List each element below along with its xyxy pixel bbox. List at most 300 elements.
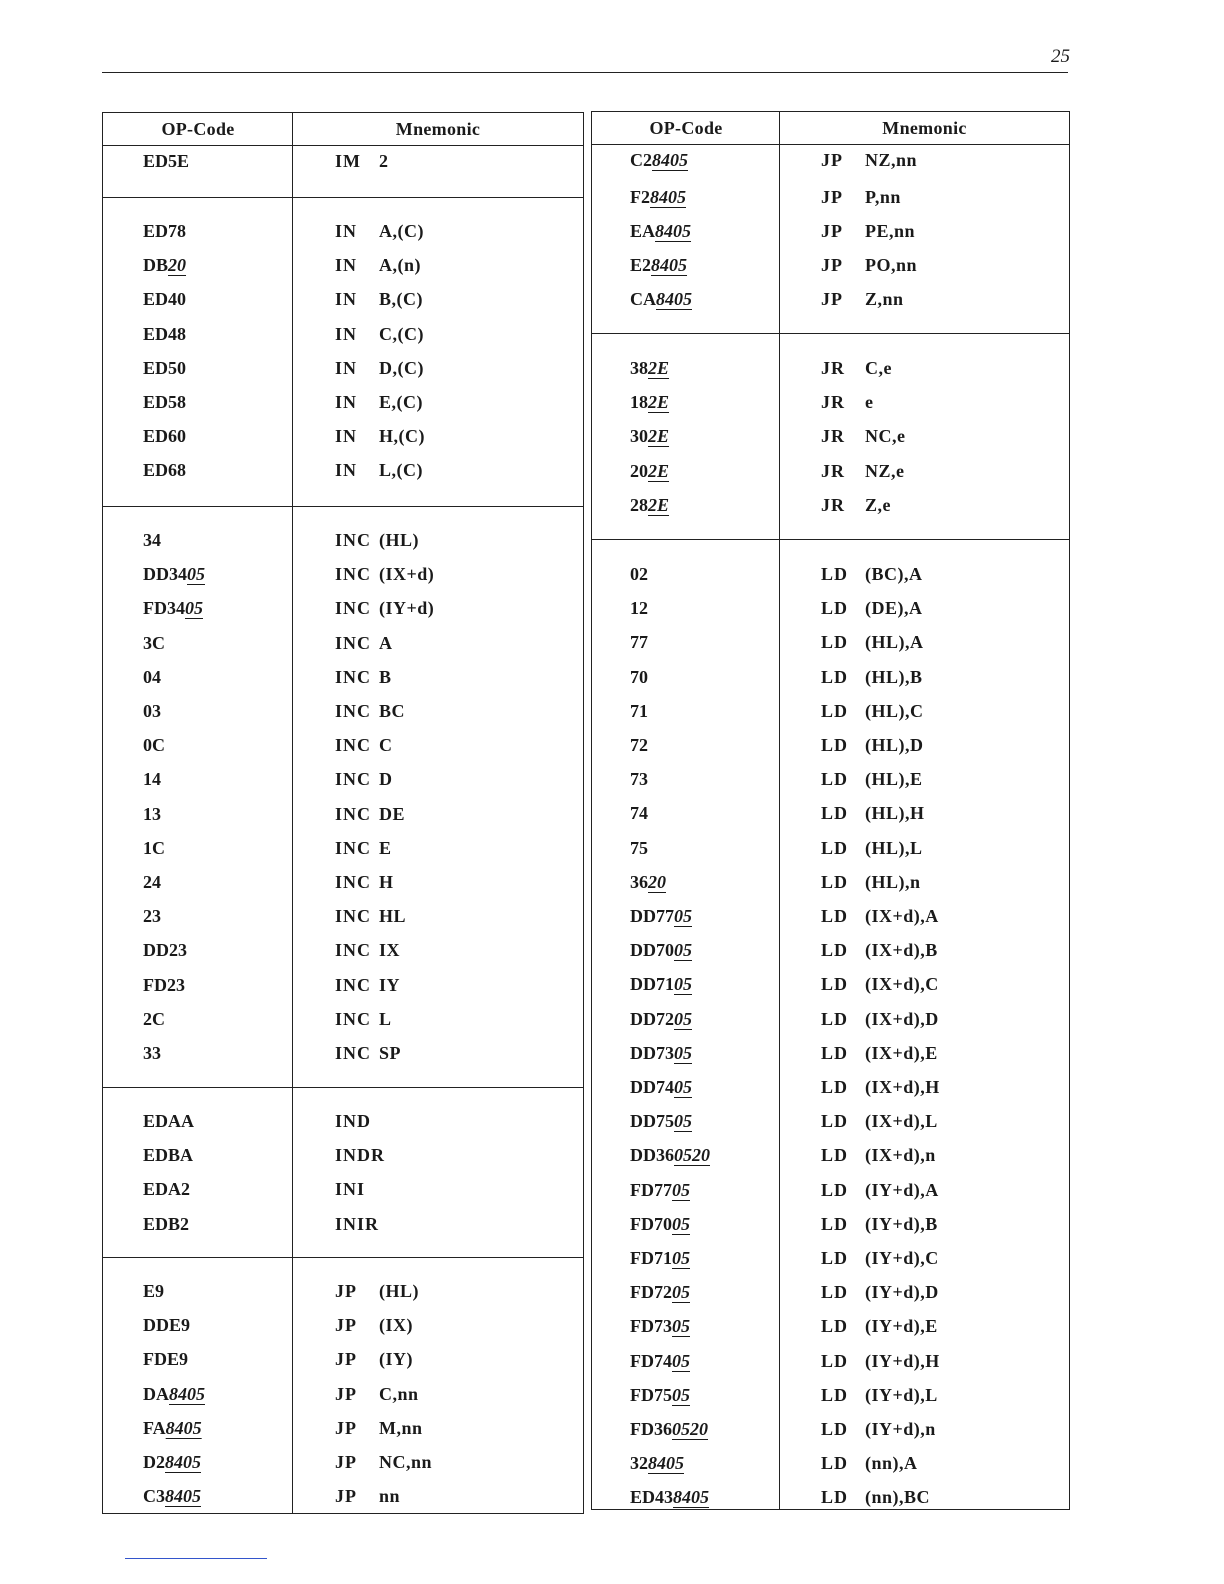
- mnemonic-operand: NZ,nn: [865, 150, 918, 170]
- opcode-cell: [630, 1453, 684, 1474]
- table-row: [592, 1351, 1069, 1379]
- mnemonic-instruction: JP: [821, 221, 843, 241]
- opcode-operand-example: 0520: [674, 1145, 710, 1165]
- mnemonic-operand: 2: [379, 151, 389, 171]
- mnemonic-instruction: INC: [335, 633, 372, 653]
- table-row: [592, 461, 1069, 489]
- opcode-base: 13: [143, 804, 161, 824]
- mnemonic-operand: B,(C): [379, 289, 423, 309]
- mnemonic-operand: Z,nn: [865, 289, 904, 309]
- opcode-cell: [630, 1419, 708, 1440]
- opcode-base: DDE9: [143, 1315, 191, 1335]
- mnemonic-instruction: LD: [821, 1487, 849, 1507]
- opcode-operand-example: 05: [672, 1316, 690, 1336]
- opcode-cell: [143, 289, 186, 310]
- mnemonic-operand: (IY+d),B: [865, 1214, 938, 1234]
- mnemonic-instruction: JP: [335, 1349, 357, 1369]
- mnemonic-operand: L,(C): [379, 460, 423, 480]
- opcode-cell: [143, 906, 161, 927]
- table-row: [103, 804, 583, 832]
- mnemonic-cell: [335, 1452, 432, 1473]
- opcode-cell: [143, 530, 161, 551]
- mnemonic-cell: [335, 289, 423, 310]
- mnemonic-instruction: LD: [821, 1351, 849, 1371]
- mnemonic-cell: [335, 530, 419, 551]
- table-row: [103, 426, 583, 454]
- mnemonic-operand: IY: [379, 975, 401, 995]
- group-divider: [103, 1257, 583, 1258]
- opcode-cell: [143, 460, 186, 481]
- mnemonic-operand: NC,nn: [379, 1452, 433, 1472]
- table-row: [592, 667, 1069, 695]
- opcode-base: 20: [630, 461, 648, 481]
- group-divider: [103, 197, 583, 198]
- opcode-base: FD72: [630, 1282, 672, 1302]
- opcode-base: 0C: [143, 735, 165, 755]
- table-row: [103, 1384, 583, 1412]
- opcode-cell: [630, 187, 686, 208]
- opcode-base: EDB2: [143, 1214, 190, 1234]
- opcode-base: 2C: [143, 1009, 165, 1029]
- opcode-column-header: OP-Code: [161, 119, 235, 139]
- mnemonic-operand: (HL): [379, 530, 419, 550]
- opcode-base: 04: [143, 667, 161, 687]
- opcode-base: ED40: [143, 289, 187, 309]
- opcode-cell: [143, 392, 186, 413]
- mnemonic-cell: [335, 358, 424, 379]
- opcode-base: E2: [630, 255, 652, 275]
- opcode-base: 36: [630, 872, 648, 892]
- table-row: [103, 392, 583, 420]
- opcode-operand-example: 8405: [655, 221, 692, 241]
- mnemonic-cell: [335, 701, 405, 722]
- opcode-base: 03: [143, 701, 161, 721]
- opcode-base: DD36: [630, 1145, 674, 1165]
- opcode-cell: [630, 255, 687, 276]
- mnemonic-column-header: Mnemonic: [882, 118, 967, 138]
- mnemonic-cell: [821, 1385, 938, 1406]
- table-row: [103, 460, 583, 488]
- mnemonic-instruction: INC: [335, 564, 372, 584]
- opcode-operand-example: 8405: [165, 1452, 201, 1472]
- opcode-base: 23: [143, 906, 161, 926]
- table-row: [103, 701, 583, 729]
- mnemonic-cell: [821, 255, 917, 276]
- opcode-base: 33: [143, 1043, 161, 1063]
- mnemonic-operand: C,(C): [379, 324, 424, 344]
- mnemonic-operand: (IX+d),H: [865, 1077, 940, 1097]
- mnemonic-cell: [821, 1282, 939, 1303]
- opcode-cell: [630, 426, 669, 447]
- opcode-cell: [630, 598, 648, 619]
- table-row: [103, 1281, 583, 1309]
- mnemonic-cell: [335, 667, 392, 688]
- mnemonic-instruction: JP: [335, 1384, 357, 1404]
- opcode-base: 71: [630, 701, 648, 721]
- opcode-operand-example: 8405: [650, 187, 686, 207]
- opcode-cell: [143, 598, 203, 619]
- opcode-cell: [143, 1315, 190, 1336]
- opcode-base: DD72: [630, 1009, 674, 1029]
- mnemonic-cell: [335, 1418, 423, 1439]
- mnemonic-instruction: LD: [821, 667, 849, 687]
- mnemonic-operand: DE: [379, 804, 406, 824]
- mnemonic-instruction: IN: [335, 358, 358, 378]
- mnemonic-operand: PE,nn: [865, 221, 916, 241]
- mnemonic-operand: (HL),n: [865, 872, 921, 892]
- opcode-cell: [143, 940, 187, 961]
- mnemonic-cell: [335, 460, 423, 481]
- mnemonic-operand: (HL),E: [865, 769, 923, 789]
- opcode-cell: [630, 1282, 690, 1303]
- mnemonic-operand: H,(C): [379, 426, 425, 446]
- mnemonic-operand: (IX+d): [379, 564, 435, 584]
- opcode-cell: [143, 1145, 193, 1166]
- mnemonic-operand: (IY+d): [379, 598, 435, 618]
- table-row: [103, 1418, 583, 1446]
- mnemonic-instruction: JR: [821, 358, 845, 378]
- opcode-base: 77: [630, 632, 648, 652]
- opcode-operand-example: 05: [672, 1282, 690, 1302]
- opcode-cell: [143, 1452, 201, 1473]
- mnemonic-cell: [335, 804, 405, 825]
- mnemonic-instruction: INDR: [335, 1145, 386, 1165]
- opcode-base: 73: [630, 769, 648, 789]
- opcode-base: 72: [630, 735, 648, 755]
- mnemonic-instruction: INC: [335, 838, 372, 858]
- mnemonic-operand: (HL),H: [865, 803, 925, 823]
- table-row: [592, 289, 1069, 317]
- mnemonic-operand: (IX): [379, 1315, 413, 1335]
- table-row: [103, 598, 583, 626]
- mnemonic-cell: [335, 426, 425, 447]
- opcode-base: EA: [630, 221, 656, 241]
- opcode-operand-example: 05: [672, 1385, 690, 1405]
- mnemonic-instruction: IN: [335, 460, 358, 480]
- mnemonic-cell: [335, 1009, 392, 1030]
- opcode-operand-example: 05: [672, 1180, 690, 1200]
- opcode-operand-example: 8405: [648, 1453, 684, 1473]
- mnemonic-cell: [821, 461, 905, 482]
- opcode-base: ED60: [143, 426, 187, 446]
- opcode-cell: [630, 392, 669, 413]
- table-row: [103, 151, 583, 179]
- mnemonic-cell: [821, 872, 921, 893]
- mnemonic-operand: E,(C): [379, 392, 423, 412]
- mnemonic-instruction: INC: [335, 598, 372, 618]
- mnemonic-cell: [335, 940, 400, 961]
- opcode-base: E9: [143, 1281, 165, 1301]
- opcode-base: FD73: [630, 1316, 672, 1336]
- opcode-operand-example: 05: [672, 1214, 690, 1234]
- table-row: [103, 1009, 583, 1037]
- mnemonic-operand: SP: [379, 1043, 402, 1063]
- mnemonic-instruction: LD: [821, 1316, 849, 1336]
- table-row: [592, 1111, 1069, 1139]
- opcode-cell: [630, 1214, 690, 1235]
- mnemonic-instruction: LD: [821, 906, 849, 926]
- mnemonic-cell: [335, 255, 421, 276]
- opcode-cell: [143, 633, 165, 654]
- opcode-cell: [630, 1385, 690, 1406]
- mnemonic-operand: H: [379, 872, 394, 892]
- mnemonic-cell: [821, 838, 923, 859]
- opcode-cell: [630, 1248, 690, 1269]
- mnemonic-cell: [335, 1486, 400, 1507]
- mnemonic-cell: [335, 1043, 401, 1064]
- opcode-cell: [630, 1043, 692, 1064]
- opcode-cell: [143, 735, 165, 756]
- opcode-cell: [630, 221, 691, 242]
- page-number: 25: [1051, 46, 1070, 67]
- mnemonic-instruction: LD: [821, 701, 849, 721]
- opcode-base: FD75: [630, 1385, 672, 1405]
- mnemonic-operand: (HL): [379, 1281, 419, 1301]
- opcode-base: 24: [143, 872, 161, 892]
- opcode-cell: [630, 701, 648, 722]
- footer-line: [125, 1558, 267, 1559]
- mnemonic-cell: [821, 426, 906, 447]
- opcode-base: ED58: [143, 392, 187, 412]
- mnemonic-operand: M,nn: [379, 1418, 423, 1438]
- opcode-base: FD34: [143, 598, 185, 618]
- opcode-base: ED5E: [143, 151, 190, 171]
- table-row: [592, 392, 1069, 420]
- table-row: [592, 187, 1069, 215]
- opcode-operand-example: 05: [674, 1077, 692, 1097]
- mnemonic-cell: [821, 289, 904, 310]
- table-row: [592, 1487, 1069, 1515]
- mnemonic-instruction: LD: [821, 1214, 849, 1234]
- opcode-operand-example: 05: [674, 974, 692, 994]
- opcode-cell: [630, 358, 669, 379]
- opcode-operand-example: 05: [674, 906, 692, 926]
- mnemonic-instruction: IND: [335, 1111, 372, 1131]
- mnemonic-operand: PO,nn: [865, 255, 918, 275]
- opcode-cell: [143, 221, 186, 242]
- mnemonic-cell: [821, 769, 923, 790]
- opcode-cell: [630, 289, 692, 310]
- opcode-cell: [143, 1418, 202, 1439]
- group-divider: [592, 539, 1069, 540]
- mnemonic-cell: [821, 1248, 939, 1269]
- opcode-cell: [143, 872, 161, 893]
- opcode-base: 18: [630, 392, 648, 412]
- opcode-base: ED68: [143, 460, 187, 480]
- mnemonic-instruction: JR: [821, 461, 845, 481]
- opcode-cell: [143, 255, 186, 276]
- mnemonic-operand: (DE),A: [865, 598, 923, 618]
- mnemonic-instruction: LD: [821, 803, 849, 823]
- opcode-cell: [630, 906, 692, 927]
- mnemonic-operand: (IX+d),L: [865, 1111, 938, 1131]
- mnemonic-cell: [821, 1043, 938, 1064]
- mnemonic-instruction: IN: [335, 289, 358, 309]
- mnemonic-cell: [335, 1214, 379, 1235]
- opcode-base: FD71: [630, 1248, 672, 1268]
- mnemonic-operand: (BC),A: [865, 564, 923, 584]
- mnemonic-instruction: LD: [821, 1248, 849, 1268]
- opcode-operand-example: 2E: [648, 426, 670, 446]
- table-row: [103, 906, 583, 934]
- opcode-cell: [630, 872, 666, 893]
- table-row: [103, 358, 583, 386]
- table-row: [592, 1009, 1069, 1037]
- mnemonic-instruction: LD: [821, 872, 849, 892]
- table-row: [592, 358, 1069, 386]
- mnemonic-cell: [335, 1111, 373, 1132]
- mnemonic-cell: [335, 221, 424, 242]
- mnemonic-operand: (IX+d),B: [865, 940, 938, 960]
- table-row: [592, 1180, 1069, 1208]
- opcode-base: 28: [630, 495, 648, 515]
- mnemonic-cell: [821, 735, 924, 756]
- mnemonic-instruction: INIR: [335, 1214, 380, 1234]
- mnemonic-operand: NC,e: [865, 426, 906, 446]
- mnemonic-instruction: JP: [335, 1452, 357, 1472]
- table-row: [103, 667, 583, 695]
- opcode-operand-example: 05: [674, 1043, 692, 1063]
- table-row: [592, 495, 1069, 523]
- mnemonic-operand: Z,e: [865, 495, 891, 515]
- opcode-base: DD70: [630, 940, 674, 960]
- opcode-base: CA: [630, 289, 656, 309]
- mnemonic-instruction: LD: [821, 1180, 849, 1200]
- mnemonic-instruction: LD: [821, 940, 849, 960]
- opcode-operand-example: 05: [185, 598, 203, 618]
- opcode-base: C2: [630, 150, 652, 170]
- mnemonic-cell: [821, 940, 938, 961]
- opcode-base: FD74: [630, 1351, 672, 1371]
- opcode-operand-example: 8405: [165, 1418, 202, 1438]
- mnemonic-cell: [335, 769, 393, 790]
- table-row: [103, 1111, 583, 1139]
- opcode-cell: [143, 769, 161, 790]
- mnemonic-instruction: INC: [335, 735, 372, 755]
- mnemonic-operand: (IY+d),L: [865, 1385, 938, 1405]
- table-row: [592, 221, 1069, 249]
- mnemonic-instruction: LD: [821, 1385, 849, 1405]
- opcode-base: DD75: [630, 1111, 674, 1131]
- table-row: [592, 1077, 1069, 1105]
- table-row: [103, 1145, 583, 1173]
- mnemonic-operand: (IX+d),A: [865, 906, 939, 926]
- opcode-operand-example: 8405: [169, 1384, 205, 1404]
- mnemonic-instruction: INC: [335, 1043, 372, 1063]
- mnemonic-cell: [335, 1315, 413, 1336]
- opcode-cell: [630, 940, 692, 961]
- mnemonic-instruction: INC: [335, 940, 372, 960]
- opcode-cell: [630, 838, 648, 859]
- opcode-base: FD70: [630, 1214, 672, 1234]
- table-row: [592, 150, 1069, 178]
- opcode-cell: [630, 1351, 690, 1372]
- opcode-operand-example: 20: [648, 872, 666, 892]
- mnemonic-cell: [821, 187, 901, 208]
- table-row: [592, 974, 1069, 1002]
- mnemonic-cell: [335, 324, 424, 345]
- mnemonic-instruction: INI: [335, 1179, 366, 1199]
- mnemonic-operand: A,(C): [379, 221, 424, 241]
- table-row: [592, 1453, 1069, 1481]
- mnemonic-instruction: LD: [821, 564, 849, 584]
- opcode-cell: [143, 975, 185, 996]
- opcode-base: F2: [630, 187, 650, 207]
- mnemonic-operand: (HL),B: [865, 667, 923, 687]
- table-row: [103, 564, 583, 592]
- mnemonic-cell: [821, 358, 892, 379]
- mnemonic-operand: (IX+d),n: [865, 1145, 936, 1165]
- right-opcode-table: [591, 111, 1070, 1510]
- table-row: [592, 632, 1069, 660]
- table-row: [592, 769, 1069, 797]
- mnemonic-instruction: INC: [335, 667, 372, 687]
- opcode-base: 38: [630, 358, 648, 378]
- header-rule-line: [103, 145, 583, 146]
- mnemonic-instruction: LD: [821, 974, 849, 994]
- mnemonic-instruction: LD: [821, 838, 849, 858]
- opcode-base: ED78: [143, 221, 187, 241]
- opcode-base: DD73: [630, 1043, 674, 1063]
- group-divider: [103, 506, 583, 507]
- mnemonic-operand: A: [379, 633, 393, 653]
- mnemonic-instruction: INC: [335, 872, 372, 892]
- opcode-cell: [630, 769, 648, 790]
- opcode-base: ED50: [143, 358, 187, 378]
- opcode-operand-example: 8405: [652, 150, 688, 170]
- mnemonic-cell: [335, 1145, 385, 1166]
- mnemonic-instruction: INC: [335, 1009, 372, 1029]
- mnemonic-cell: [821, 598, 923, 619]
- mnemonic-cell: [335, 598, 434, 619]
- table-row: [592, 906, 1069, 934]
- mnemonic-cell: [335, 1384, 419, 1405]
- mnemonic-cell: [821, 1214, 938, 1235]
- mnemonic-cell: [821, 632, 924, 653]
- mnemonic-operand: IX: [379, 940, 401, 960]
- left-opcode-table: [102, 112, 584, 1514]
- mnemonic-operand: (IX+d),D: [865, 1009, 939, 1029]
- mnemonic-instruction: INC: [335, 530, 372, 550]
- opcode-cell: [630, 150, 688, 171]
- opcode-cell: [630, 667, 648, 688]
- opcode-cell: [143, 667, 161, 688]
- mnemonic-operand: (HL),C: [865, 701, 924, 721]
- opcode-cell: [630, 461, 669, 482]
- mnemonic-cell: [821, 974, 939, 995]
- mnemonic-cell: [821, 667, 923, 688]
- table-row: [592, 1282, 1069, 1310]
- opcode-cell: [630, 1145, 710, 1166]
- mnemonic-instruction: IM: [335, 151, 361, 171]
- mnemonic-operand: (IY+d),E: [865, 1316, 938, 1336]
- mnemonic-instruction: JP: [335, 1418, 357, 1438]
- table-row: [103, 1452, 583, 1480]
- table-row: [103, 769, 583, 797]
- opcode-operand-example: 0520: [672, 1419, 708, 1439]
- opcode-cell: [143, 1486, 201, 1507]
- mnemonic-instruction: LD: [821, 1145, 849, 1165]
- table-row: [592, 1316, 1069, 1344]
- opcode-base: C3: [143, 1486, 165, 1506]
- table-row: [103, 975, 583, 1003]
- opcode-cell: [630, 1180, 690, 1201]
- mnemonic-instruction: IN: [335, 255, 358, 275]
- mnemonic-instruction: IN: [335, 221, 358, 241]
- mnemonic-cell: [821, 221, 915, 242]
- opcode-operand-example: 05: [674, 1111, 692, 1131]
- mnemonic-operand: E: [379, 838, 392, 858]
